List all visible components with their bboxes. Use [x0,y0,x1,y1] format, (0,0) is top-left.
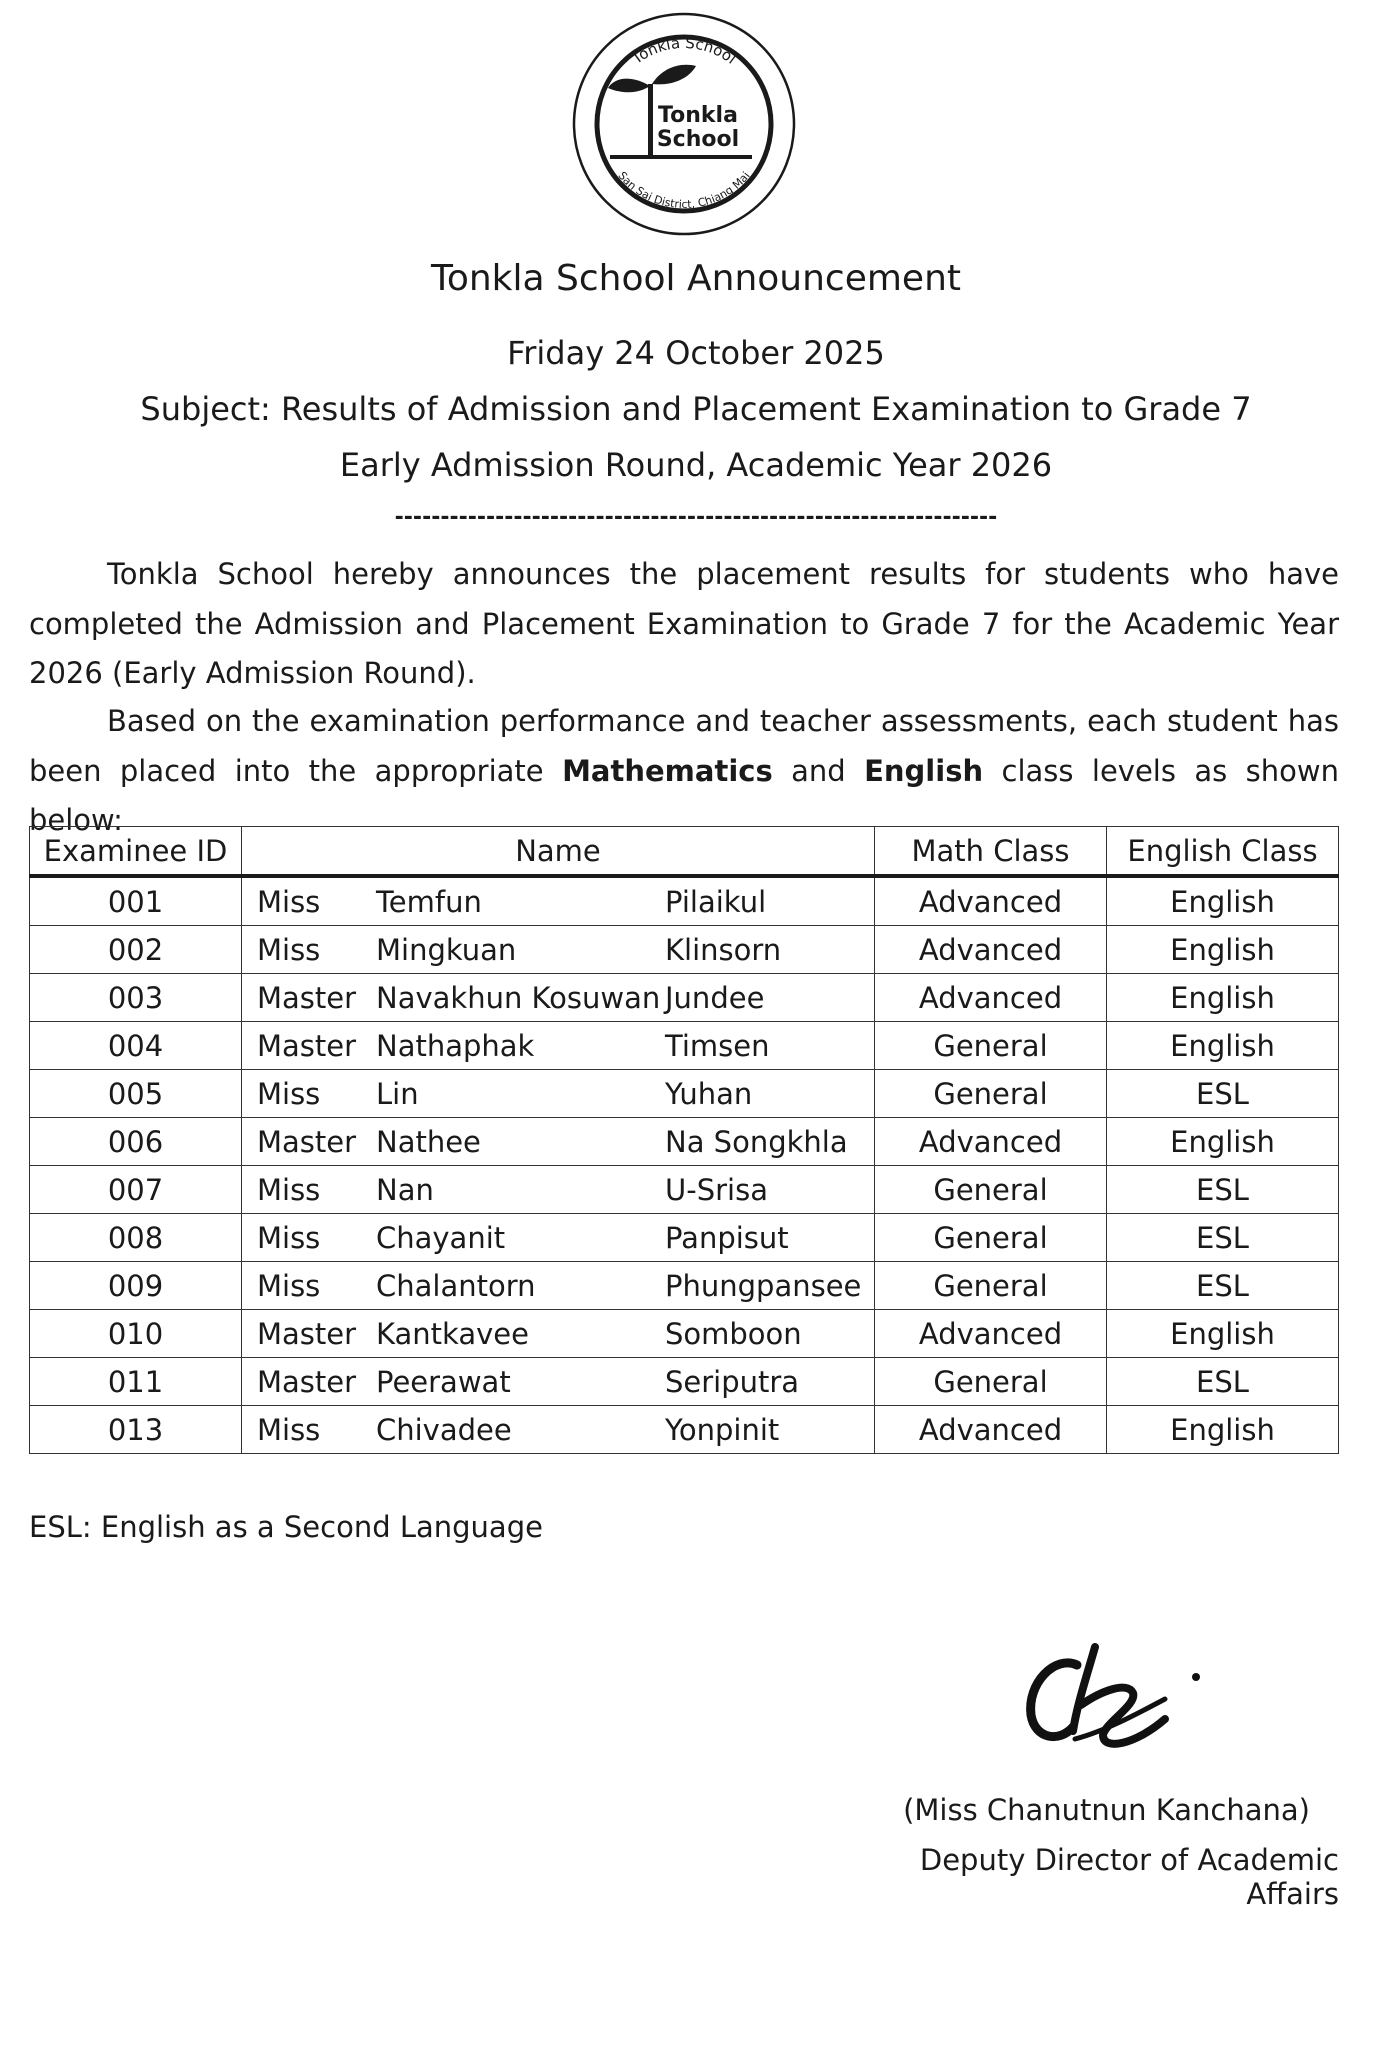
english-class-cell: English [1107,1310,1339,1358]
name-first: Peerawat [376,1364,511,1399]
math-class-cell: General [875,1214,1107,1262]
announcement-title: Tonkla School Announcement [430,258,962,299]
header-examinee-id: Examinee ID [30,827,242,877]
placement-paragraph-mid: and [772,753,865,788]
name-last: Seriputra [665,1364,800,1399]
name-title: Master [257,980,357,1015]
name-title: Miss [257,932,321,967]
table-row [30,876,1339,926]
name-parts [242,1077,874,1111]
name-cell [242,926,875,974]
english-emphasis: English [864,753,984,788]
english-class-cell: ESL [1107,1070,1339,1118]
english-class-cell: ESL [1107,1262,1339,1310]
logo-outer-text: Tonkla School [628,33,740,68]
math-class-cell: Advanced [875,1310,1107,1358]
announcement-round: Early Admission Round, Academic Year 2026 [339,446,1053,484]
name-title: Miss [257,884,321,919]
name-title: Master [257,1124,357,1159]
header-divider: ------------------------------------------------------------------ [394,505,998,530]
table-row [30,1022,1339,1070]
name-first: Navakhun Kosuwan [376,980,661,1015]
placement-paragraph-end: class levels as shown below: [29,753,1339,837]
math-class-cell: Advanced [875,1406,1107,1454]
name-last: Phungpansee [665,1268,862,1303]
name-last: Panpisut [665,1220,789,1255]
table-row [30,1310,1339,1358]
english-class-cell: English [1107,926,1339,974]
school-logo [570,10,798,238]
math-class-cell: Advanced [875,876,1107,926]
table-row [30,1070,1339,1118]
math-class-cell: Advanced [875,1118,1107,1166]
examinee-id-cell: 006 [30,1118,242,1166]
examinee-id-cell: 004 [30,1022,242,1070]
name-cell [242,876,875,926]
name-title: Miss [257,1412,321,1447]
english-class-cell: ESL [1107,1166,1339,1214]
name-cell [242,1070,875,1118]
header-math-class: Math Class [875,827,1107,877]
math-class-cell: General [875,1070,1107,1118]
name-first: Nan [376,1172,434,1207]
name-cell [242,1358,875,1406]
math-class-cell: General [875,1358,1107,1406]
name-last: Yonpinit [665,1412,780,1447]
name-parts [242,981,874,1015]
table-row [30,1214,1339,1262]
table-row [30,1166,1339,1214]
table-row [30,926,1339,974]
signature-mark [1015,1635,1215,1775]
name-last: Somboon [665,1316,802,1351]
examinee-id-cell: 010 [30,1310,242,1358]
name-parts [242,1029,874,1063]
name-title: Master [257,1316,357,1351]
logo-inner-line1: Tonkla [658,103,738,128]
name-cell [242,1310,875,1358]
math-class-cell: General [875,1022,1107,1070]
results-table [29,826,1339,1454]
name-last: U-Srisa [665,1172,768,1207]
name-parts [242,1317,874,1351]
english-class-cell: English [1107,876,1339,926]
name-first: Chayanit [376,1220,506,1255]
name-title: Miss [257,1076,321,1111]
examinee-id-cell: 001 [30,876,242,926]
name-first: Chalantorn [376,1268,536,1303]
english-class-cell: ESL [1107,1214,1339,1262]
table-row [30,1262,1339,1310]
name-first: Nathee [376,1124,481,1159]
mathematics-emphasis: Mathematics [562,753,773,788]
examinee-id-cell: 005 [30,1070,242,1118]
name-parts [242,1125,874,1159]
examinee-id-cell: 008 [30,1214,242,1262]
announcement-subject: Subject: Results of Admission and Placement Examination to Grade 7 [140,390,1252,428]
announcement-date: Friday 24 October 2025 [507,334,885,372]
esl-footnote: ESL: English as a Second Language [29,1510,543,1544]
name-first: Nathaphak [376,1028,535,1063]
examinee-id-cell: 011 [30,1358,242,1406]
math-class-cell: General [875,1166,1107,1214]
name-first: Lin [376,1076,419,1111]
table-row [30,1358,1339,1406]
math-class-cell: General [875,1262,1107,1310]
svg-text:San Sai District, Chiang Mai [615,169,752,211]
examinee-id-cell: 009 [30,1262,242,1310]
name-last: Timsen [665,1028,770,1063]
name-cell [242,1022,875,1070]
examinee-id-cell: 013 [30,1406,242,1454]
name-first: Mingkuan [376,932,517,967]
table-row [30,1118,1339,1166]
svg-text:Tonkla School [628,34,740,68]
table-header-row [30,827,1339,877]
name-first: Chivadee [376,1412,512,1447]
name-parts [242,1413,874,1447]
english-class-cell: English [1107,974,1339,1022]
name-parts [242,1365,874,1399]
english-class-cell: ESL [1107,1358,1339,1406]
name-cell [242,974,875,1022]
name-cell [242,1214,875,1262]
placement-paragraph-start: Based on the examination performance and teacher assessments, each student has been placed into the appropriate [29,704,1339,788]
name-title: Miss [257,1172,321,1207]
intro-paragraph: Tonkla School hereby announces the placement results for students who have completed the Admission and Placement Examination to Grade 7 for the Academic Year 2026 (Early Admission Round). [29,557,1339,690]
table-row [30,974,1339,1022]
name-title: Master [257,1028,357,1063]
examinee-id-cell: 002 [30,926,242,974]
name-last: Klinsorn [665,932,782,967]
signatory-name: (Miss Chanutnun Kanchana) [903,1793,1310,1827]
english-class-cell: English [1107,1406,1339,1454]
name-cell [242,1166,875,1214]
name-last: Na Songkhla [665,1124,848,1159]
table-row [30,1406,1339,1454]
examinee-id-cell: 007 [30,1166,242,1214]
signatory-role: Deputy Director of Academic Affairs [919,1843,1339,1911]
name-cell [242,1262,875,1310]
name-parts [242,1173,874,1207]
header-name: Name [242,827,875,877]
name-cell [242,1118,875,1166]
name-first: Temfun [376,884,482,919]
name-last: Jundee [665,980,765,1015]
name-first: Kantkavee [376,1316,529,1351]
results-table-body [30,876,1339,1454]
examinee-id-cell: 003 [30,974,242,1022]
english-class-cell: English [1107,1022,1339,1070]
english-class-cell: English [1107,1118,1339,1166]
logo-location-text: San Sai District, Chiang Mai [615,169,753,212]
name-title: Miss [257,1220,321,1255]
name-parts [242,933,874,967]
name-last: Yuhan [665,1076,753,1111]
math-class-cell: Advanced [875,926,1107,974]
name-title: Master [257,1364,357,1399]
placement-paragraph [29,697,1339,846]
header-english-class: English Class [1107,827,1339,877]
name-cell [242,1406,875,1454]
name-title: Miss [257,1268,321,1303]
name-parts [242,1269,874,1303]
math-class-cell: Advanced [875,974,1107,1022]
name-parts [242,1221,874,1255]
name-parts [242,885,874,919]
logo-inner-line2: School [656,127,740,152]
name-last: Pilaikul [665,884,767,919]
